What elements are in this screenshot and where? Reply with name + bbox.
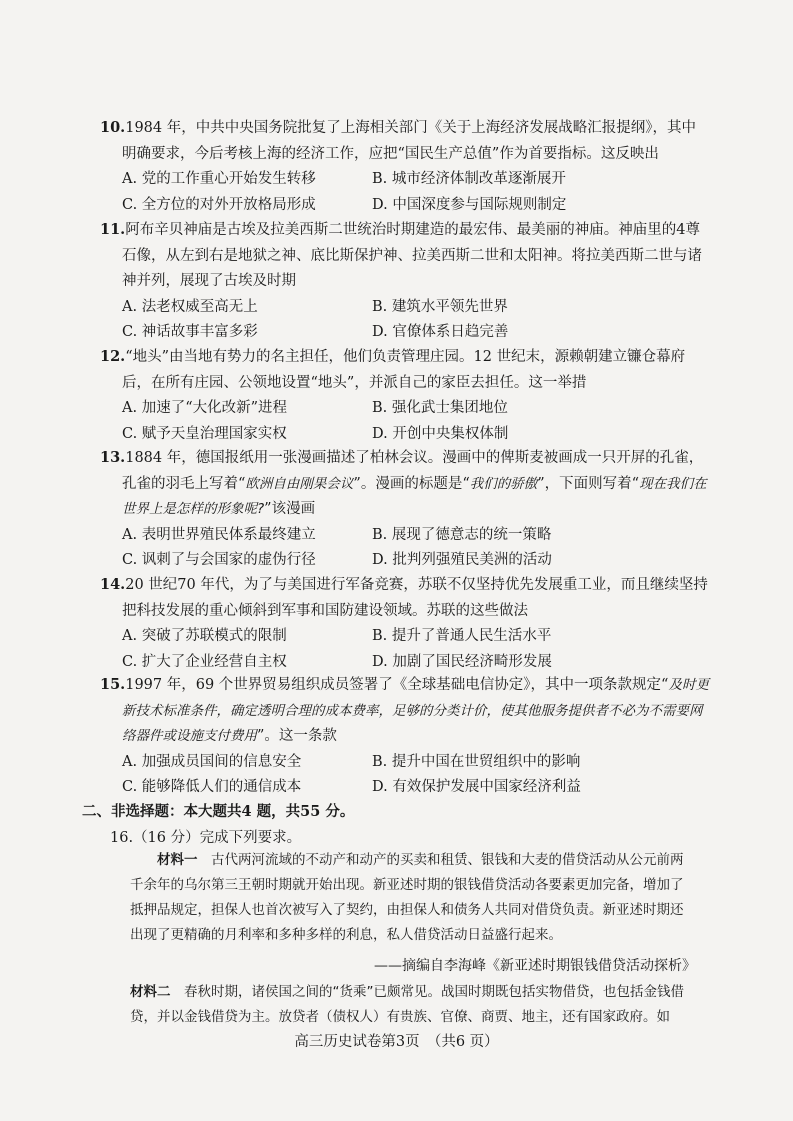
page-footer: 高三历史试卷第3页 （共6 页） (294, 1034, 499, 1050)
question-10 (100, 115, 710, 218)
material-source: ——摘编自李海峰《新亚述时期银钱借贷活动探析》 (374, 958, 696, 974)
option-c: C. 扩大了企业经营自主权 (122, 653, 287, 670)
option-b: B. 提升中国在世贸组织中的影响 (372, 753, 581, 770)
option-a: A. 表明世界殖民体系最终建立 (122, 526, 316, 543)
question-stem (100, 572, 710, 624)
question-number: 11. (100, 221, 126, 238)
option-c: C. 全方位的对外开放格局形成 (122, 196, 316, 213)
stem-text: ”该漫画 (264, 501, 316, 517)
options (100, 295, 710, 346)
stem-text: 20 世纪70 年代，为了与美国进行军备竞赛，苏联不仅坚持优先发展重工业，而且继续坚持把科技发展的重心倾斜到军事和国防建设领域。苏联的这些做法 (122, 577, 708, 619)
material-label: 材料二 (130, 984, 171, 1000)
option-c: C. 神话故事丰富多彩 (122, 324, 258, 340)
stem-text: ”。这一条款 (257, 728, 337, 744)
question-stem (100, 217, 710, 295)
stem-text: 阿布辛贝神庙是古埃及拉美西斯二世统治时期建造的最宏伟、最美丽的神庙。神庙里的4尊石像，从左到右是地狱之神、底比斯保护神、拉美西斯二世和太阳神。将拉美西斯二世与诸神并列，展现了古埃及时期 (122, 222, 702, 289)
stem-text: “地头”由当地有势力的名主担任，他们负责管理庄园。12 世纪末，源赖朝建立镰仓幕府后，在所有庄园、公领地设置“地头”，并派自己的家臣去担任。这一举措 (122, 349, 686, 391)
question-stem (100, 344, 710, 396)
stem-text: 1997 年，69 个世界贸易组织成员签署了《全球基础电信协定》，其中一项条款规定“ (125, 677, 669, 693)
options (100, 750, 710, 801)
options (100, 624, 710, 675)
question-11 (100, 217, 710, 346)
question-14 (100, 572, 710, 675)
material-text: 古代两河流域的不动产和动产的买卖和租赁、银钱和大麦的借贷活动从公元前两千余年的乌尔第三王朝时期就开始出现。新亚述时期的银钱借贷活动各要素更加完备，增加了抵押品规定，担保人也首次被写入了契约，由担保人和债务人共同对借贷负责。新亚述时期还出现了更精确的月利率和多种多样的利息，私人借贷活动日益盛行起来。 (130, 852, 684, 943)
question-16-intro: 16.（16 分）完成下列要求。 (110, 830, 302, 846)
question-number: 10. (100, 119, 126, 136)
material-text: 春秋时期，诸侯国之间的“货乘”已颇常见。战国时期既包括实物借贷，也包括金钱借贷，并以金钱借贷为主。放贷者（债权人）有贵族、官僚、商贾、地主，还有国家政府。如 (130, 984, 684, 1025)
question-number: 13. (100, 449, 126, 466)
option-d: D. 官僚体系日趋完善 (372, 324, 509, 340)
quoted-text: 欧洲自由刚果会议 (245, 475, 354, 492)
option-b: B. 展现了德意志的统一策略 (372, 526, 552, 543)
stem-text: ”，下面则写着“ (537, 475, 640, 492)
option-b: B. 强化武士集团地位 (372, 400, 508, 416)
options (100, 396, 710, 447)
options (100, 523, 710, 574)
stem-text: 1884 年，德国报纸用一张漫画描述了柏林会议。漫画中的俾斯麦被画成一只开屏的孔雀，孔雀的羽毛上写着“ (122, 450, 704, 492)
question-number: 15. (100, 676, 126, 693)
quoted-text: 现在我们在世界上是怎样的形象呢? (122, 475, 707, 517)
option-a: A. 党的工作重心开始发生转移 (122, 171, 316, 187)
option-d: D. 批判列强殖民美洲的活动 (372, 552, 552, 568)
quoted-text: 我们的骄傲 (469, 475, 538, 492)
option-b: B. 建筑水平领先世界 (372, 298, 508, 315)
option-a: A. 加强成员国间的信息安全 (122, 753, 302, 770)
material-2 (130, 980, 695, 1030)
options (100, 167, 710, 218)
section-heading: 二、非选择题：本大题共4 题，共55 分。 (82, 803, 355, 820)
question-12 (100, 344, 710, 447)
option-c: C. 赋予天皇治理国家实权 (122, 425, 287, 442)
material-label: 材料一 (157, 852, 198, 868)
question-15 (100, 672, 710, 801)
option-b: B. 城市经济体制改革逐渐展开 (372, 171, 566, 187)
question-stem (100, 672, 710, 750)
material-1 (130, 848, 695, 948)
quoted-text: 及时更新技术标准条件，确定透明合理的成本费率，足够的分类计价，使其他服务提供者不必为不需要网络器件或设施支付费用 (122, 677, 709, 744)
option-d: D. 加剧了国民经济畸形发展 (372, 653, 552, 670)
question-13 (100, 445, 710, 574)
stem-text: 1984 年，中共中央国务院批复了上海相关部门《关于上海经济发展战略汇报提纲》，其中明确要求，今后考核上海的经济工作，应把“国民生产总值”作为首要指标。这反映出 (122, 120, 696, 162)
option-a: A. 法老权威至高无上 (122, 298, 258, 315)
option-a: A. 突破了苏联模式的限制 (122, 628, 287, 644)
stem-text: ”。漫画的标题是“ (353, 475, 470, 492)
option-a: A. 加速了“大化改新”进程 (122, 400, 288, 416)
option-d: D. 中国深度参与国际规则制定 (372, 196, 567, 213)
option-d: D. 有效保护发展中国家经济利益 (372, 779, 581, 795)
question-stem (100, 445, 710, 523)
question-stem (100, 115, 710, 167)
option-c: C. 讽刺了与会国家的虚伪行径 (122, 552, 316, 568)
question-number: 12. (100, 348, 126, 365)
option-c: C. 能够降低人们的通信成本 (122, 779, 302, 795)
option-d: D. 开创中央集权体制 (372, 425, 509, 442)
question-number: 14. (100, 576, 126, 593)
option-b: B. 提升了普通人民生活水平 (372, 628, 552, 644)
